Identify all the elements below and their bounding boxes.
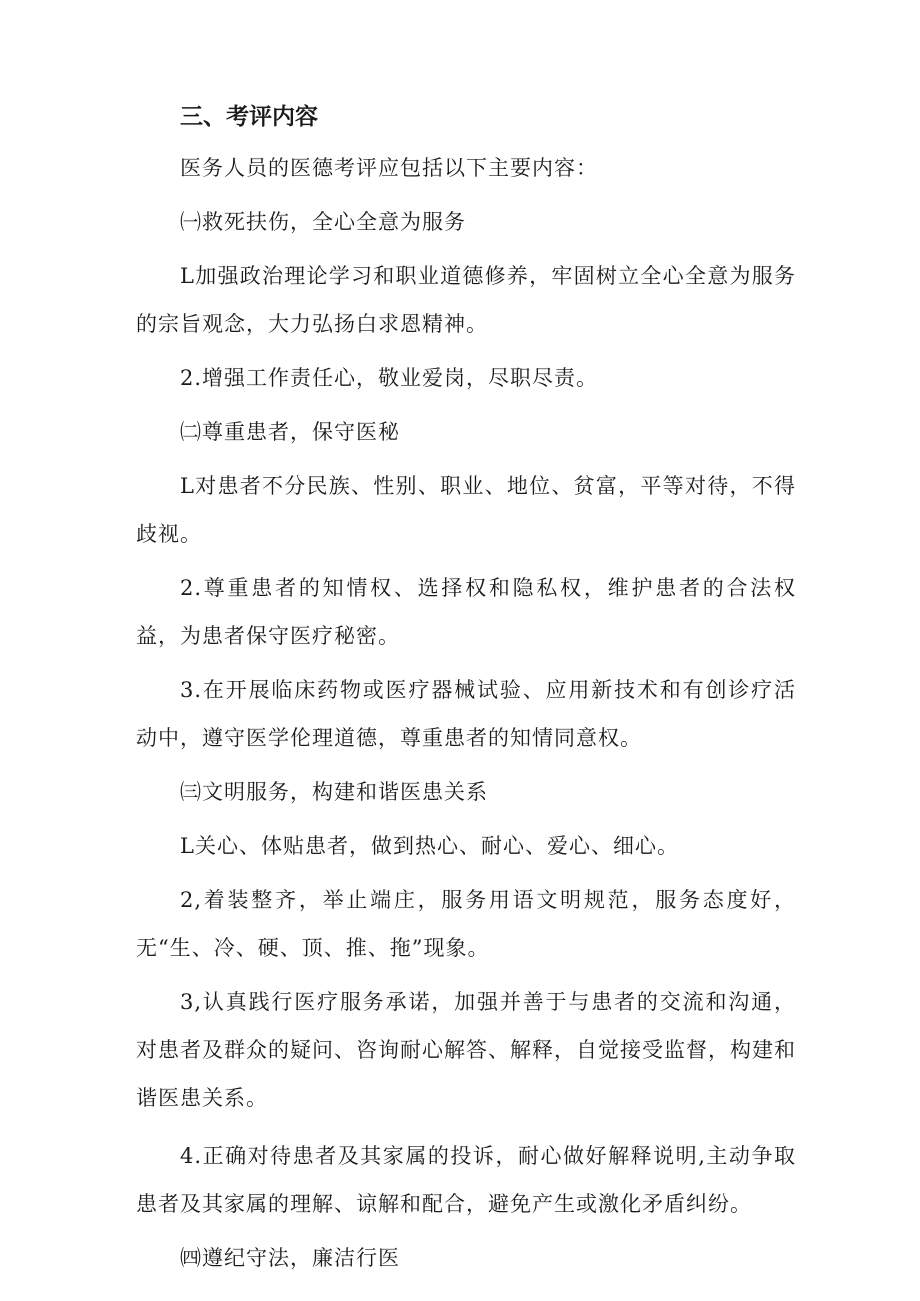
list-item-2-2: 2.尊重患者的知情权、选择权和隐私权，维护患者的合法权益，为患者保守医疗秘密。 bbox=[136, 576, 796, 648]
subsection-heading-1: ㈠救死扶伤，全心全意为服务 bbox=[180, 210, 466, 234]
subsection-heading-3: ㈢文明服务，构建和谐医患关系 bbox=[180, 780, 488, 804]
list-item-3-2: 2,着装整齐，举止端庄，服务用语文明规范，服务态度好，无“生、冷、硬、顶、推、拖”现象。 bbox=[136, 888, 796, 960]
intro-paragraph: 医务人员的医德考评应包括以下主要内容： bbox=[180, 156, 598, 180]
section-heading: 三、考评内容 bbox=[180, 104, 318, 130]
subsection-heading-4: ㈣遵纪守法，廉洁行医 bbox=[180, 1246, 400, 1270]
list-item-1-2: 2.增强工作责任心，敬业爱岗，尽职尽责。 bbox=[180, 366, 599, 390]
list-item-1-1: L加强政治理论学习和职业道德修养，牢固树立全心全意为服务的宗旨观念，大力弘扬白求恩精神。 bbox=[136, 264, 796, 336]
subsection-heading-2: ㈡尊重患者，保守医秘 bbox=[180, 420, 400, 444]
list-item-3-3: 3,认真践行医疗服务承诺，加强并善于与患者的交流和沟通，对患者及群众的疑问、咨询耐心解答、解释，自觉接受监督，构建和谐医患关系。 bbox=[136, 990, 796, 1110]
list-item-2-3: 3.在开展临床药物或医疗器械试验、应用新技术和有创诊疗活动中，遵守医学伦理道德，尊重患者的知情同意权。 bbox=[136, 678, 796, 750]
list-item-3-4: 4.正确对待患者及其家属的投诉，耐心做好解释说明,主动争取患者及其家属的理解、谅解和配合，避免产生或激化矛盾纠纷。 bbox=[136, 1144, 796, 1216]
list-item-3-1: L关心、体贴患者，做到热心、耐心、爱心、细心。 bbox=[180, 834, 679, 858]
list-item-2-1: L对患者不分民族、性别、职业、地位、贫富，平等对待，不得歧视。 bbox=[136, 474, 796, 546]
document-body bbox=[136, 96, 796, 1282]
